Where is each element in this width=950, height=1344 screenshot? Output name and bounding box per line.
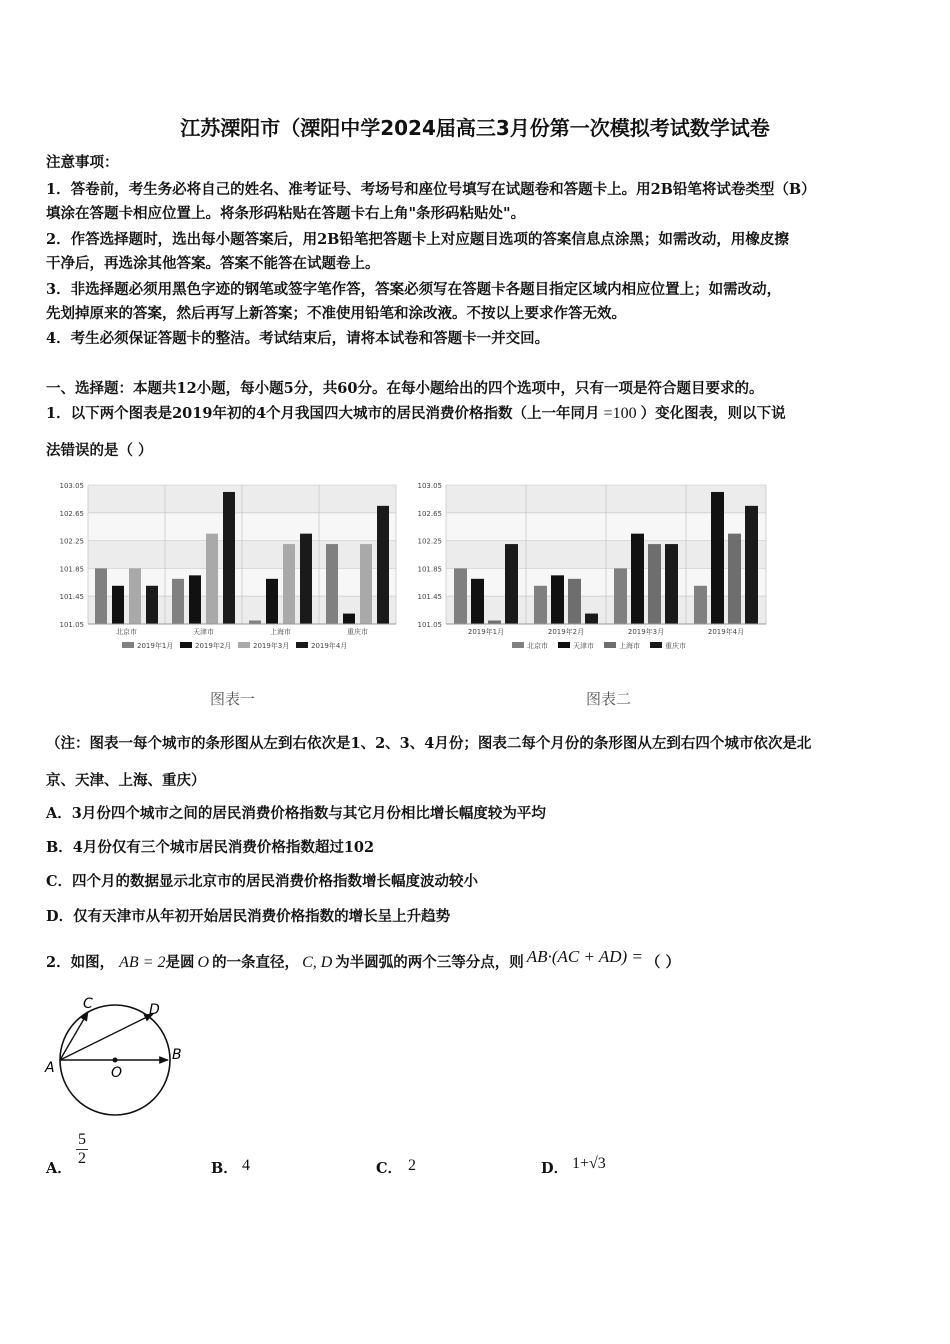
legend-label: 北京市 — [527, 642, 548, 650]
x-tick-label: 上海市 — [270, 628, 291, 636]
legend-label: 2019年1月 — [137, 642, 174, 650]
q1-option-c: C．四个月的数据显示北京市的居民消费价格指数增长幅度波动较小 — [46, 873, 479, 890]
bar — [326, 544, 338, 624]
bar — [95, 568, 107, 624]
label-c: C — [83, 996, 93, 1012]
q2-text: 的一条直径， — [212, 954, 300, 971]
bar — [360, 544, 372, 624]
bar — [728, 534, 741, 624]
bar — [711, 492, 724, 624]
bar — [694, 586, 707, 624]
x-tick-label: 天津市 — [193, 628, 214, 636]
bar — [283, 544, 295, 624]
legend-swatch — [512, 642, 524, 648]
bar — [488, 621, 501, 624]
y-tick-label: 101.05 — [59, 621, 84, 629]
y-tick-label: 103.05 — [59, 482, 84, 490]
legend-label: 天津市 — [573, 642, 594, 650]
bar — [454, 568, 467, 624]
notice-line: 填涂在答题卡相应位置上。将条形码粘贴在答题卡右上角"条形码粘贴处"。 — [46, 205, 526, 222]
page-title: 江苏溧阳市（溧阳中学2024届高三3月份第一次模拟考试数学试卷 — [180, 116, 770, 140]
bar — [223, 492, 235, 624]
q2-option-a-value — [76, 1131, 88, 1168]
x-tick-label: 2019年2月 — [547, 628, 585, 636]
chart-two — [412, 477, 772, 662]
bar — [614, 568, 627, 624]
x-tick-label: 2019年3月 — [627, 628, 665, 636]
notice-line: 先划掉原来的答案，然后再写上新答案；不准使用铅笔和涂改液。不按以上要求作答无效。 — [46, 305, 626, 322]
q1-option-d: D．仅有天津市从年初开始居民消费价格指数的增长呈上升趋势 — [46, 908, 451, 925]
x-tick-label: 北京市 — [116, 628, 137, 636]
section-heading: 一、选择题：本题共12小题，每小题5分，共60分。在每小题给出的四个选项中，只有一项是符合题目要求的。 — [46, 380, 764, 397]
q2-option-a-label: A． — [46, 1160, 72, 1177]
legend-swatch — [180, 642, 192, 648]
q2-text: 2．如图， — [46, 954, 115, 971]
notice-line: 干净后，再选涂其他答案。答案不能答在试题卷上。 — [46, 255, 380, 272]
legend-label: 2019年2月 — [195, 642, 232, 650]
notice-line: 2．作答选择题时，选出每小题答案后，用2B铅笔把答题卡上对应题目选项的答案信息点涂黑；如需改动，用橡皮擦 — [46, 231, 789, 248]
q2-stem — [46, 947, 680, 972]
q1-note: （注：图表一每个城市的条形图从左到右依次是1、2、3、4月份；图表二每个月份的条形图从左到右四个城市依次是北 — [46, 735, 812, 752]
q2-text: 是圆 — [165, 954, 195, 971]
legend-label: 重庆市 — [665, 642, 686, 650]
bar — [665, 544, 678, 624]
q2-math-vector: AB·(AC + AD) = — [526, 947, 643, 966]
y-tick-label: 102.25 — [59, 537, 84, 546]
bar — [534, 586, 547, 624]
bar — [189, 575, 201, 624]
center-point — [113, 1058, 118, 1063]
notice-line: 4．考生必须保证答题卡的整洁。考试结束后，请将本试卷和答题卡一并交回。 — [46, 330, 550, 347]
q1-stem-end: 法错误的是（ ） — [46, 442, 153, 459]
y-tick-label: 101.85 — [417, 565, 442, 574]
q2-option-d-label: D． — [541, 1160, 569, 1177]
q2-option-d-value: 1+√3 — [572, 1155, 606, 1172]
label-a: A — [45, 1060, 55, 1076]
bar — [172, 579, 184, 624]
y-tick-label: 102.65 — [417, 509, 442, 518]
q2-text: （ ） — [645, 954, 680, 971]
label-o: O — [111, 1065, 123, 1081]
bar — [471, 579, 484, 624]
bar — [343, 614, 355, 624]
chart-one — [52, 477, 402, 662]
q1-option-a: A．3月份四个城市之间的居民消费价格指数与其它月份相比增长幅度较为平均 — [46, 805, 546, 822]
q2-math-o: O — [197, 954, 210, 971]
notice-line: 1．答卷前，考生务必将自己的姓名、准考证号、考场号和座位号填写在试题卷和答题卡上。用2B铅笔将试卷类型（B） — [46, 181, 816, 198]
legend-swatch — [122, 642, 134, 648]
legend-label: 2019年3月 — [253, 642, 290, 650]
bar — [568, 579, 581, 624]
bar — [112, 586, 124, 624]
bar — [631, 534, 644, 624]
q2-option-c-label: C． — [376, 1160, 403, 1177]
q2-text: 为半圆弧的两个三等分点，则 — [335, 954, 524, 971]
denominator: 2 — [78, 1150, 86, 1167]
label-d: D — [149, 1002, 160, 1018]
y-tick-label: 101.05 — [417, 621, 442, 629]
bar — [745, 506, 758, 624]
bar — [505, 544, 518, 624]
legend-swatch — [238, 642, 250, 648]
x-tick-label: 2019年1月 — [467, 628, 505, 636]
bar — [300, 534, 312, 624]
x-tick-label: 重庆市 — [347, 628, 368, 636]
bar — [551, 575, 564, 624]
q1-stem — [46, 402, 786, 423]
q1-option-b: B．4月份仅有三个城市居民消费价格指数超过102 — [46, 839, 375, 856]
y-tick-label: 103.05 — [417, 482, 442, 490]
bar — [585, 614, 598, 624]
q2-option-b-value: 4 — [242, 1157, 250, 1174]
circle-figure — [40, 992, 200, 1122]
bar — [206, 534, 218, 624]
y-tick-label: 101.45 — [59, 593, 84, 602]
bar — [129, 568, 141, 624]
legend-swatch — [296, 642, 308, 648]
numerator: 5 — [78, 1131, 86, 1148]
legend-label: 2019年4月 — [311, 642, 348, 650]
fraction — [76, 1131, 88, 1168]
q2-math-cd: C, D — [302, 954, 333, 971]
chart-two-caption: 图表二 — [586, 690, 632, 708]
bar — [266, 579, 278, 624]
y-tick-label: 102.65 — [59, 509, 84, 518]
legend-swatch — [558, 642, 570, 648]
label-b: B — [172, 1047, 182, 1063]
q2-math-ab: AB = 2 — [119, 954, 166, 971]
q1-stem-text: 1．以下两个图表是2019年初的4个月我国四大城市的居民消费价格指数（上一年同月 — [46, 405, 600, 422]
q2-option-b-label: B． — [211, 1160, 238, 1177]
bar — [146, 586, 158, 624]
q1-stem-text: ）变化图表，则以下说 — [640, 405, 786, 422]
y-tick-label: 101.85 — [59, 565, 84, 574]
q1-note: 京、天津、上海、重庆） — [46, 772, 206, 789]
x-tick-label: 2019年4月 — [707, 628, 745, 636]
notice-line: 3．非选择题必须用黑色字迹的钢笔或签字笔作答，答案必须写在答题卡各题目指定区域内相应位置上；如需改动， — [46, 281, 782, 298]
q1-math: =100 — [603, 405, 637, 422]
legend-swatch — [604, 642, 616, 648]
y-tick-label: 102.25 — [417, 537, 442, 546]
q2-option-c-value: 2 — [408, 1157, 416, 1174]
notice-heading: 注意事项： — [46, 154, 119, 171]
bar — [249, 621, 261, 624]
y-tick-label: 101.45 — [417, 593, 442, 602]
bar — [377, 506, 389, 624]
chart-one-caption: 图表一 — [210, 690, 256, 708]
legend-label: 上海市 — [619, 642, 640, 650]
legend-swatch — [650, 642, 662, 648]
bar — [648, 544, 661, 624]
